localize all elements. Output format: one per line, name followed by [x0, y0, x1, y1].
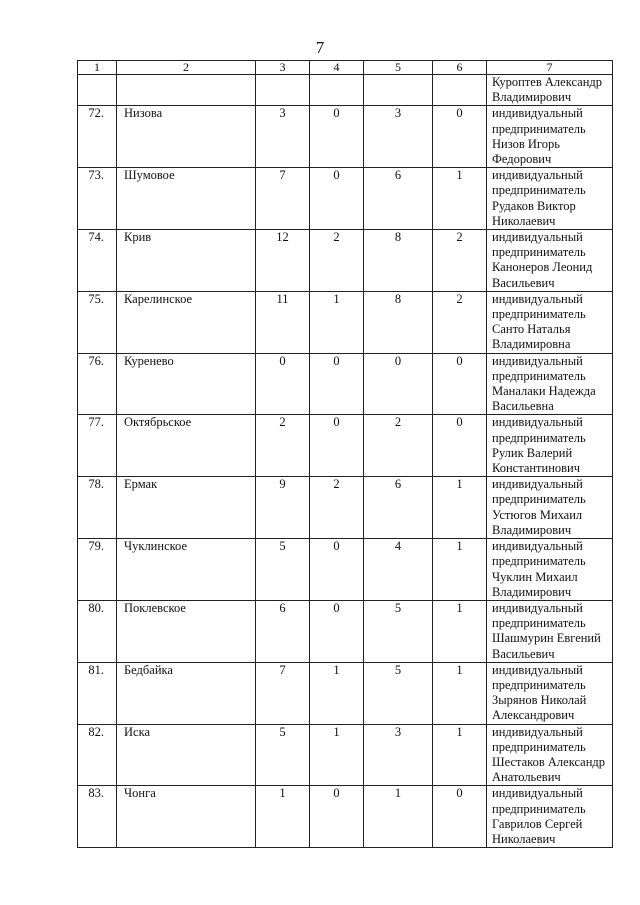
owner-line: индивидуальный	[492, 786, 583, 801]
column-header-1: 1	[78, 61, 117, 75]
value-col-6: 2	[433, 230, 487, 292]
owner-line: предприниматель	[492, 492, 586, 507]
value-col-3: 11	[256, 291, 310, 353]
owner-line: индивидуальный	[492, 168, 583, 183]
value-col-4: 0	[310, 539, 364, 601]
row-number: 77.	[78, 415, 117, 477]
owner-line: Федорович	[492, 152, 552, 167]
owner-cell	[487, 662, 613, 724]
value-col-5: 5	[364, 662, 433, 724]
owner-line: предприниматель	[492, 368, 586, 383]
ground-name: Бедбайка	[117, 662, 256, 724]
value-col-4: 0	[310, 106, 364, 168]
value-col-3: 1	[256, 786, 310, 848]
ground-name: Низова	[117, 106, 256, 168]
ground-name: Ермак	[117, 477, 256, 539]
owner-line: Устюгов Михаил	[492, 507, 583, 522]
row-number: 74.	[78, 230, 117, 292]
owner-line: Владимирович	[492, 522, 572, 537]
owner-cell	[487, 75, 613, 106]
owner-cell	[487, 106, 613, 168]
owner-cell	[487, 724, 613, 786]
owner-cell	[487, 539, 613, 601]
value-col-5: 3	[364, 724, 433, 786]
table-row	[78, 724, 613, 786]
table-row	[78, 662, 613, 724]
row-number: 78.	[78, 477, 117, 539]
owner-line: предприниматель	[492, 307, 586, 322]
ground-name: Иска	[117, 724, 256, 786]
owner-line: предприниматель	[492, 801, 586, 816]
row-number: 73.	[78, 168, 117, 230]
row-number: 82.	[78, 724, 117, 786]
value-col-6: 0	[433, 106, 487, 168]
owner-line: индивидуальный	[492, 353, 583, 368]
value-col-5: 6	[364, 477, 433, 539]
value-col-3: 9	[256, 477, 310, 539]
owner-cell	[487, 353, 613, 415]
owner-line: Владимировна	[492, 337, 571, 352]
value-col-6: 1	[433, 662, 487, 724]
ground-name: Куренево	[117, 353, 256, 415]
table-row	[78, 600, 613, 662]
value-col-5: 4	[364, 539, 433, 601]
table-row	[78, 477, 613, 539]
owner-line: Владимирович	[492, 584, 572, 599]
table-row	[78, 786, 613, 848]
value-col-6: 1	[433, 600, 487, 662]
row-number: 75.	[78, 291, 117, 353]
value-col-4: 0	[310, 353, 364, 415]
ground-name: Карелинское	[117, 291, 256, 353]
value-col-3: 7	[256, 662, 310, 724]
value-col-6: 2	[433, 291, 487, 353]
value-col-4: 1	[310, 724, 364, 786]
value-col-5: 8	[364, 291, 433, 353]
value-col-3: 5	[256, 539, 310, 601]
ground-name: Чонга	[117, 786, 256, 848]
owner-line: Николаевич	[492, 831, 556, 846]
value-col-4: 1	[310, 662, 364, 724]
owner-line: предприниматель	[492, 677, 586, 692]
owner-line: предприниматель	[492, 121, 586, 136]
owner-line: Николаевич	[492, 213, 556, 228]
owner-cell	[487, 600, 613, 662]
table-row	[78, 168, 613, 230]
value-col-3: 5	[256, 724, 310, 786]
owner-line: индивидуальный	[492, 291, 583, 306]
owner-line: Чуклин Михаил	[492, 569, 578, 584]
ground-name: Октябрьское	[117, 415, 256, 477]
owner-line: индивидуальный	[492, 724, 583, 739]
value-col-3: 12	[256, 230, 310, 292]
table-row	[78, 415, 613, 477]
owner-line: индивидуальный	[492, 106, 583, 121]
owner-line: предприниматель	[492, 739, 586, 754]
page-number: 7	[315, 38, 325, 57]
table-row	[78, 353, 613, 415]
value-col-4: 1	[310, 291, 364, 353]
value-col-5: 5	[364, 600, 433, 662]
value-col-6: 1	[433, 168, 487, 230]
ground-name: Шумовое	[117, 168, 256, 230]
owner-line: Анатольевич	[492, 770, 561, 785]
owner-line: Васильевич	[492, 646, 555, 661]
owner-cell	[487, 230, 613, 292]
owner-line: индивидуальный	[492, 662, 583, 677]
owner-cell	[487, 415, 613, 477]
owner-line: предприниматель	[492, 616, 586, 631]
owner-line: Владимирович	[492, 90, 572, 105]
column-header-7: 7	[487, 61, 613, 75]
value-col-6: 0	[433, 415, 487, 477]
table-row	[78, 230, 613, 292]
owner-cell	[487, 291, 613, 353]
owner-line: индивидуальный	[492, 230, 583, 245]
ground-name: Крив	[117, 230, 256, 292]
owner-line: предприниматель	[492, 183, 586, 198]
owner-cell	[487, 168, 613, 230]
value-col-6: 0	[433, 353, 487, 415]
owner-line: предприниматель	[492, 430, 586, 445]
owner-line: Васильевна	[492, 399, 554, 414]
owner-line: Куроптев Александр	[492, 75, 602, 89]
value-col-4: 0	[310, 415, 364, 477]
owner-line: Александрович	[492, 708, 575, 723]
value-col-4: 2	[310, 477, 364, 539]
value-col-3: 7	[256, 168, 310, 230]
owner-line: Гаврилов Сергей	[492, 816, 583, 831]
owner-line: Маналаки Надежда	[492, 384, 596, 399]
owner-line: Шестаков Александр	[492, 754, 606, 769]
owner-line: Рулик Валерий	[492, 445, 573, 460]
value-col-4: 0	[310, 786, 364, 848]
value-col-5: 6	[364, 168, 433, 230]
value-col-6: 1	[433, 477, 487, 539]
owner-line: Санто Наталья	[492, 322, 571, 337]
value-col-5: 3	[364, 106, 433, 168]
value-col-6: 1	[433, 724, 487, 786]
row-number: 76.	[78, 353, 117, 415]
hunting-grounds-table	[77, 60, 613, 848]
value-col-4: 0	[310, 168, 364, 230]
owner-line: Васильевич	[492, 275, 555, 290]
column-header-6: 6	[433, 61, 487, 75]
row-number: 81.	[78, 662, 117, 724]
row-number: 83.	[78, 786, 117, 848]
value-col-4: 2	[310, 230, 364, 292]
value-col-6: 1	[433, 539, 487, 601]
table-row	[78, 106, 613, 168]
owner-line: предприниматель	[492, 245, 586, 260]
ground-name: Чуклинское	[117, 539, 256, 601]
owner-line: Рудаков Виктор	[492, 198, 576, 213]
value-col-5: 8	[364, 230, 433, 292]
column-header-3: 3	[256, 61, 310, 75]
table-row	[78, 291, 613, 353]
column-header-4: 4	[310, 61, 364, 75]
owner-line: индивидуальный	[492, 415, 583, 430]
value-col-5: 2	[364, 415, 433, 477]
value-col-3: 0	[256, 353, 310, 415]
column-header-5: 5	[364, 61, 433, 75]
column-header-2: 2	[117, 61, 256, 75]
owner-line: предприниматель	[492, 554, 586, 569]
continued-row	[78, 75, 613, 106]
owner-cell	[487, 477, 613, 539]
owner-line: Шашмурин Евгений	[492, 631, 601, 646]
header-row	[78, 61, 613, 75]
value-col-6: 0	[433, 786, 487, 848]
value-col-4: 0	[310, 600, 364, 662]
owner-line: Константинович	[492, 461, 581, 476]
row-number: 72.	[78, 106, 117, 168]
owner-line: индивидуальный	[492, 477, 583, 492]
table-row	[78, 539, 613, 601]
value-col-3: 2	[256, 415, 310, 477]
value-col-3: 3	[256, 106, 310, 168]
value-col-5: 0	[364, 353, 433, 415]
value-col-3: 6	[256, 600, 310, 662]
owner-line: индивидуальный	[492, 539, 583, 554]
owner-line: Зырянов Николай	[492, 693, 587, 708]
owner-line: Канонеров Леонид	[492, 260, 593, 275]
row-number: 79.	[78, 539, 117, 601]
value-col-5: 1	[364, 786, 433, 848]
ground-name: Поклевское	[117, 600, 256, 662]
row-number: 80.	[78, 600, 117, 662]
owner-line: Низов Игорь	[492, 136, 560, 151]
owner-cell	[487, 786, 613, 848]
owner-line: индивидуальный	[492, 600, 583, 615]
